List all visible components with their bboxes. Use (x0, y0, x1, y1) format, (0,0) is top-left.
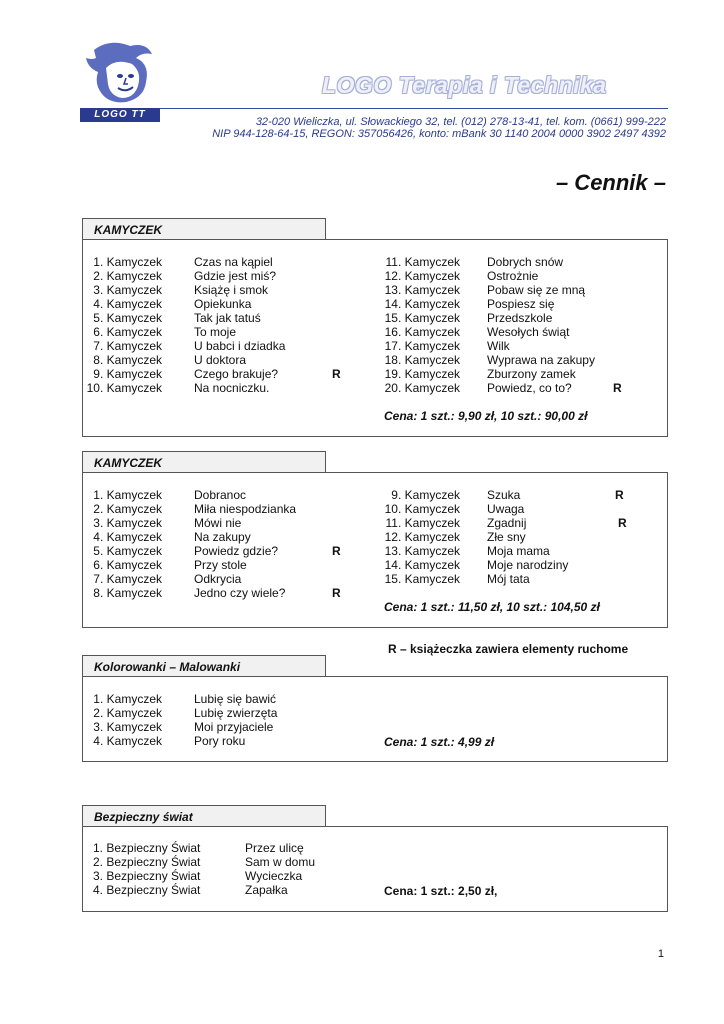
movable-marker: R (613, 381, 622, 395)
company-logo (80, 38, 164, 124)
item-title: Przedszkole (487, 311, 553, 325)
item-title: Moje narodziny (487, 558, 569, 572)
item-number: 11. Kamyczek (385, 516, 460, 530)
item-title: Dobranoc (194, 488, 247, 502)
item-number: 20. Kamyczek (384, 381, 460, 395)
movable-marker: R (332, 367, 341, 381)
item-number: 15. Kamyczek (384, 311, 460, 325)
item-title: Powiedz gdzie? (194, 544, 279, 558)
item-title: Jedno czy wiele? (194, 586, 286, 600)
item-title: U doktora (194, 353, 247, 367)
item-title: Odkrycia (194, 572, 242, 586)
item-number: 4. Bezpieczny Świat (93, 883, 201, 897)
item-title: To moje (194, 325, 237, 339)
item-number: 13. Kamyczek (384, 544, 460, 558)
item-title: Powiedz, co to? (487, 381, 572, 395)
item-number: 10. Kamyczek (384, 502, 460, 516)
item-title: Sam w domu (245, 855, 316, 869)
logo-badge: LOGO TT (80, 108, 160, 122)
item-number: 14. Kamyczek (384, 297, 460, 311)
item-number: 4. Kamyczek (93, 297, 162, 311)
section-header: Kolorowanki – Malowanki (82, 655, 326, 677)
item-title: Wyprawa na zakupy (487, 353, 595, 367)
item-title: Pobaw się ze mną (487, 283, 586, 297)
item-title: Zapałka (245, 883, 288, 897)
item-number: 2. Bezpieczny Świat (93, 855, 201, 869)
item-title: Zgadnij (487, 516, 527, 530)
price-line: Cena: 1 szt.: 9,90 zł, 10 szt.: 90,00 zł (384, 409, 588, 423)
section-header: KAMYCZEK (82, 451, 326, 473)
item-number: 12. Kamyczek (384, 530, 460, 544)
item-title: Mój tata (487, 572, 530, 586)
item-number: 17. Kamyczek (384, 339, 460, 353)
item-number: 5. Kamyczek (93, 544, 162, 558)
item-title: Moja mama (487, 544, 550, 558)
item-title: Mówi nie (194, 516, 242, 530)
legend-note: R – książeczka zawiera elementy ruchome (388, 642, 629, 656)
item-number: 2. Kamyczek (93, 502, 162, 516)
item-title: Wilk (487, 339, 510, 353)
item-number: 8. Kamyczek (93, 586, 162, 600)
item-number: 16. Kamyczek (384, 325, 460, 339)
item-title: Moi przyjaciele (194, 720, 274, 734)
item-title: Uwaga (487, 502, 525, 516)
item-title: Wycieczka (245, 869, 303, 883)
address-line-1: 32-020 Wieliczka, ul. Słowackiego 32, tel. (012) 278-13-41, tel. kom. (0661) 999-222 (255, 116, 666, 128)
item-title: Szuka (487, 488, 521, 502)
item-number: 3. Bezpieczny Świat (93, 869, 201, 883)
item-title: Tak jak tatuś (194, 311, 261, 325)
item-title: Zburzony zamek (487, 367, 576, 381)
movable-marker: R (332, 544, 341, 558)
item-number: 9. Kamyczek (391, 488, 460, 502)
item-title: Czas na kąpiel (194, 255, 273, 269)
address-line-2: NIP 944-128-64-15, REGON: 357056426, konto: mBank 30 1140 2004 0000 3902 2497 4392 (212, 128, 666, 140)
face-logo-icon (80, 38, 164, 110)
item-title: Czego brakuje? (194, 367, 279, 381)
item-title: Na nocniczku. (194, 381, 270, 395)
item-title: Ostrożnie (487, 269, 539, 283)
item-number: 4. Kamyczek (93, 530, 162, 544)
movable-marker: R (615, 488, 624, 502)
item-title: Pospiesz się (487, 297, 555, 311)
item-number: 15. Kamyczek (384, 572, 460, 586)
item-number: 7. Kamyczek (93, 572, 162, 586)
section-header: Bezpieczny świat (82, 805, 326, 827)
page-number: 1 (657, 948, 664, 960)
item-number: 9. Kamyczek (93, 367, 162, 381)
item-number: 1. Bezpieczny Świat (93, 841, 201, 855)
item-title: Lubię zwierzęta (194, 706, 278, 720)
item-title: Przy stole (194, 558, 247, 572)
item-number: 1. Kamyczek (93, 488, 162, 502)
item-number: 1. Kamyczek (93, 692, 162, 706)
price-line: Cena: 1 szt.: 2,50 zł, (384, 884, 498, 898)
item-title: Lubię się bawić (194, 692, 277, 706)
item-title: Złe sny (487, 530, 526, 544)
item-number: 6. Kamyczek (93, 325, 162, 339)
item-title: Na zakupy (194, 530, 251, 544)
item-number: 6. Kamyczek (93, 558, 162, 572)
item-number: 7. Kamyczek (93, 339, 162, 353)
item-number: 12. Kamyczek (384, 269, 460, 283)
item-number: 3. Kamyczek (93, 720, 162, 734)
item-title: Przez ulicę (245, 841, 304, 855)
item-number: 18. Kamyczek (384, 353, 460, 367)
price-line: Cena: 1 szt.: 4,99 zł (384, 735, 495, 749)
section-box (82, 676, 668, 762)
item-title: Dobrych snów (487, 255, 564, 269)
section-header: KAMYCZEK (82, 218, 326, 240)
item-number: 8. Kamyczek (93, 353, 162, 367)
price-line: Cena: 1 szt.: 11,50 zł, 10 szt.: 104,50 zł (384, 600, 600, 614)
item-title: U babci i dziadka (194, 339, 286, 353)
item-title: Opiekunka (194, 297, 252, 311)
item-number: 2. Kamyczek (93, 269, 162, 283)
header-divider (160, 108, 668, 109)
item-title: Wesołych świąt (487, 325, 570, 339)
company-name: LOGO Terapia i Technika (322, 72, 607, 98)
item-number: 3. Kamyczek (93, 516, 162, 530)
item-title: Pory roku (194, 734, 246, 748)
item-number: 14. Kamyczek (384, 558, 460, 572)
item-number: 2. Kamyczek (93, 706, 162, 720)
item-number: 13. Kamyczek (384, 283, 460, 297)
item-title: Książę i smok (194, 283, 269, 297)
item-number: 11. Kamyczek (385, 255, 460, 269)
page-title: – Cennik – (555, 170, 666, 195)
item-title: Miła niespodzianka (194, 502, 297, 516)
movable-marker: R (618, 516, 627, 530)
item-number: 4. Kamyczek (93, 734, 162, 748)
movable-marker: R (332, 586, 341, 600)
item-number: 1. Kamyczek (93, 255, 162, 269)
item-number: 10. Kamyczek (86, 381, 162, 395)
item-number: 3. Kamyczek (93, 283, 162, 297)
item-number: 5. Kamyczek (93, 311, 162, 325)
item-title: Gdzie jest miś? (194, 269, 277, 283)
item-number: 19. Kamyczek (384, 367, 460, 381)
